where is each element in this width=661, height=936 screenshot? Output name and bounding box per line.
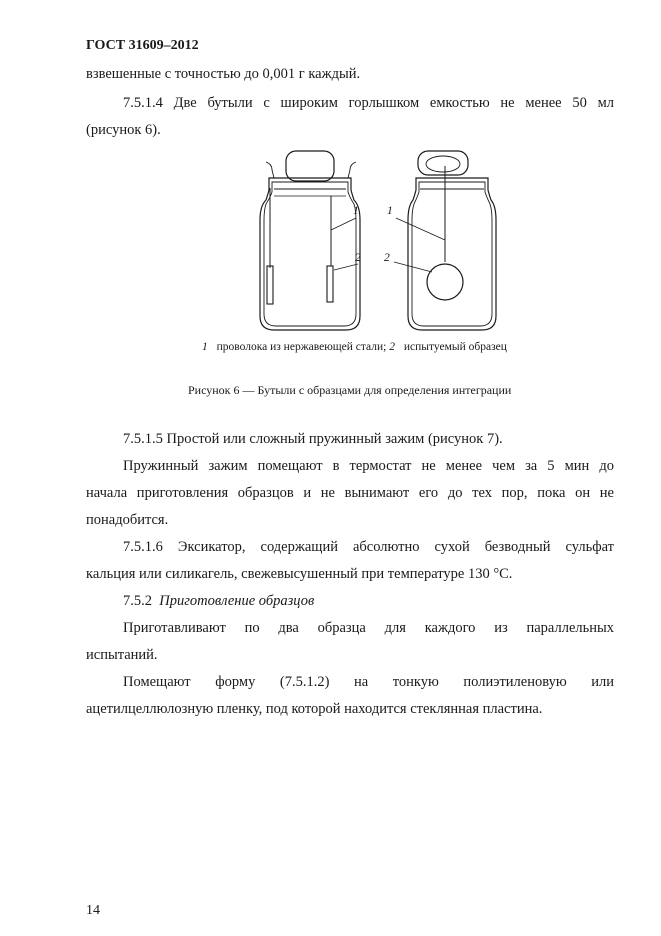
- paragraph-prepare-line2: испытаний.: [86, 647, 158, 663]
- right-bottle: [394, 151, 496, 330]
- paragraph-clamp-line2: начала приготовления образцов и не вынимают его до тех пор, пока он не: [86, 485, 614, 501]
- legend-1-text: проволока из нержавеющей стали;: [216, 341, 387, 353]
- legend-2-number: 2: [389, 341, 395, 353]
- figure-legend: [202, 341, 507, 353]
- paragraph-place-line1: Помещают форму (7.5.1.2) на тонкую полиэтиленовую или: [123, 674, 614, 690]
- bottles-figure: [250, 144, 510, 340]
- figure-caption: Рисунок 6 — Бутыли с образцами для определения интеграции: [188, 383, 512, 397]
- legend-2-text: испытуемый образец: [403, 341, 507, 353]
- document-header: ГОСТ 31609–2012: [86, 38, 199, 53]
- paragraph-clamp-line1: Пружинный зажим помещают в термостат не менее чем за 5 мин до: [123, 458, 614, 474]
- paragraph-place-line2: ацетилцеллюлозную пленку, под которой находится стеклянная пластина.: [86, 701, 543, 717]
- section-7-5-2-heading: [86, 588, 614, 615]
- paragraph-7-5-1-6-line2: кальция или силикагель, свежевысушенный при температуре 130 °С.: [86, 566, 513, 582]
- callout-2-left: 2: [355, 252, 361, 264]
- legend-1-number: 1: [202, 341, 208, 353]
- paragraph-7-5-1-5: 7.5.1.5 Простой или сложный пружинный зажим (рисунок 7).: [123, 431, 503, 447]
- left-bottle: [260, 151, 360, 330]
- paragraph-weighing: взвешенные с точностью до 0,001 г каждый.: [86, 66, 361, 82]
- callout-1-right: 1: [387, 205, 393, 217]
- callout-1-left: 1: [353, 205, 359, 217]
- paragraph-7-5-1-6-line1: 7.5.1.6 Эксикатор, содержащий абсолютно сухой безводный сульфат: [123, 539, 614, 555]
- paragraph-clamp-line3: понадобится.: [86, 512, 169, 528]
- callout-2-right: 2: [384, 252, 390, 264]
- page-number: 14: [86, 903, 100, 918]
- section-title: Приготовление образцов: [159, 593, 315, 609]
- paragraph-7-5-1-4-line1: 7.5.1.4 Две бутыли с широким горлышком емкостью не менее 50 мл: [123, 95, 614, 111]
- paragraph-prepare-line1: Приготавливают по два образца для каждого из параллельных: [123, 620, 614, 636]
- section-number: 7.5.2: [123, 593, 152, 609]
- paragraph-7-5-1-4-line2: (рисунок 6).: [86, 122, 161, 138]
